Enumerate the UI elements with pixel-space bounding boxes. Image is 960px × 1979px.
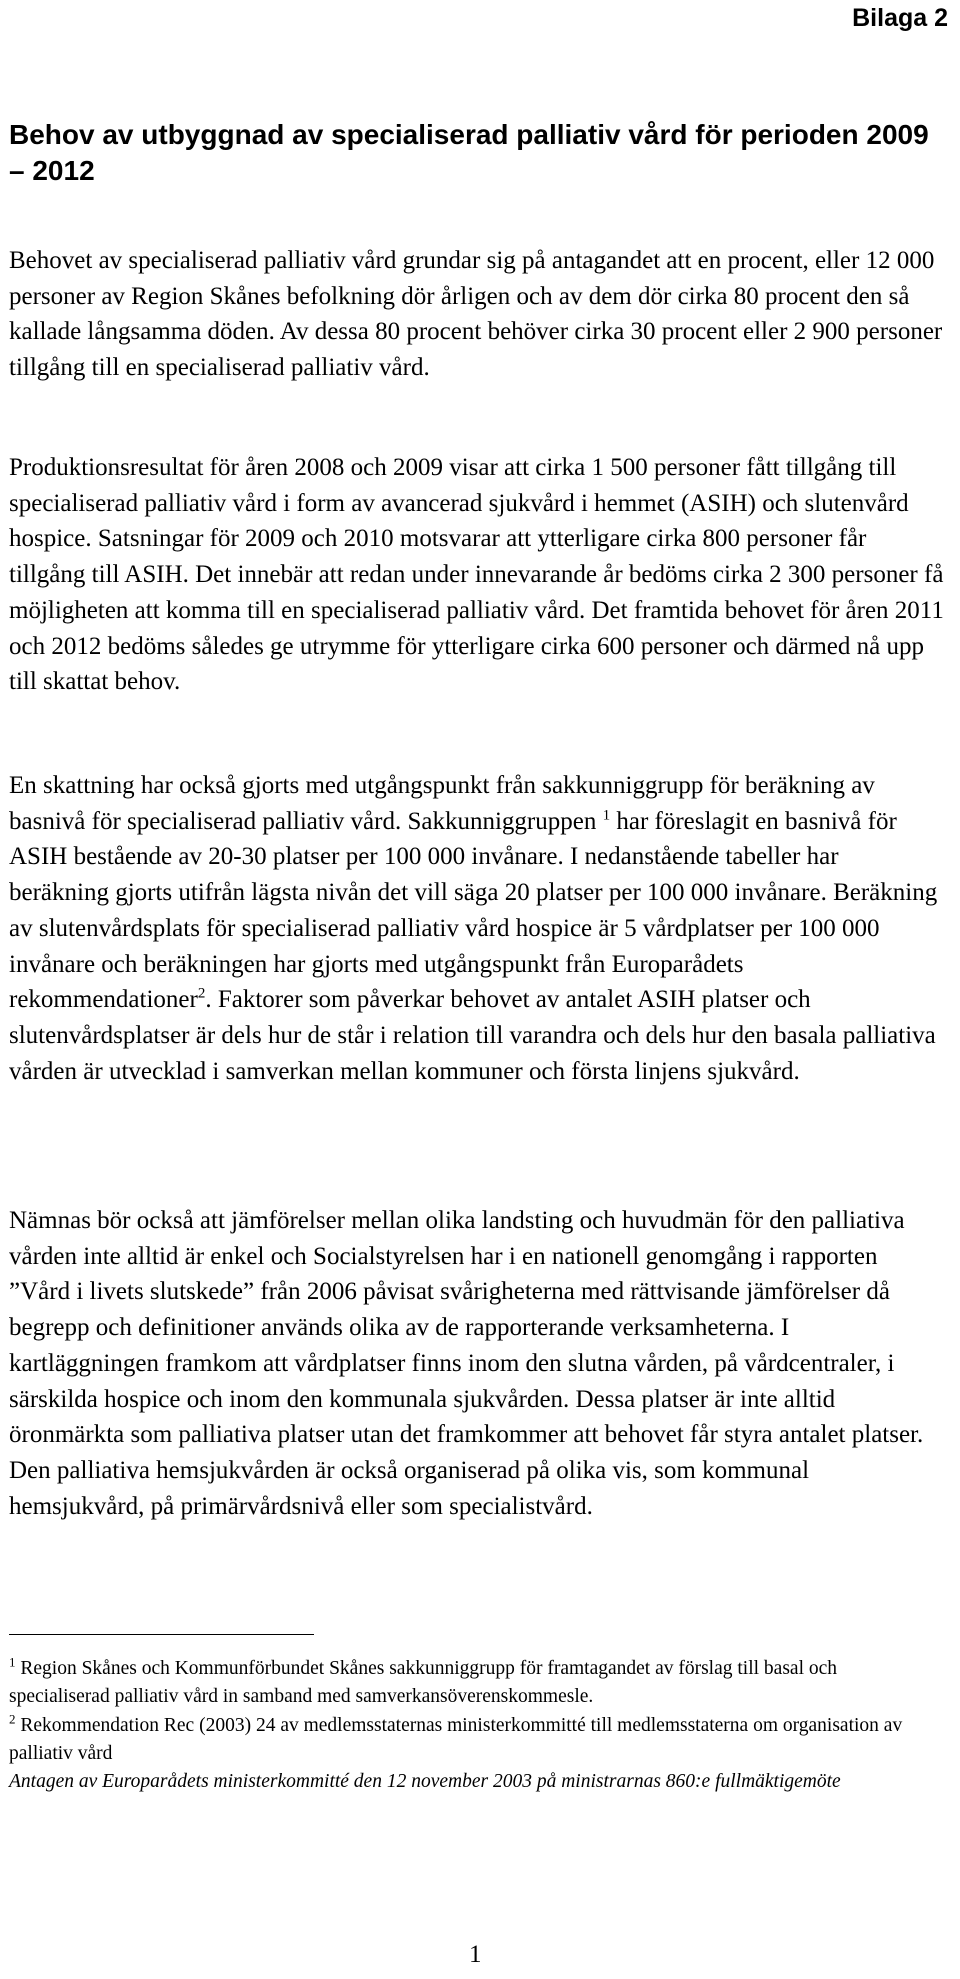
footnote-number: 2 [9, 1711, 16, 1727]
paragraph-need-estimate: Behovet av specialiserad palliativ vård grundar sig på antagandet att en procent, eller 12 000 personer av Region Skånes befolkning dör årligen och av dem dör cirka 80 procent den så kallade långsamma döden. Av dessa 80 procent behöver cirka 30 procent eller 2 900 personer tillgång till en specialiserad palliativ vård. [9, 247, 943, 382]
attachment-label: Bilaga 2 [852, 4, 948, 32]
footnote-number: 1 [9, 1654, 16, 1670]
footnote-2-note: Antagen av Europarådets ministerkommitté den 12 november 2003 på ministrarnas 860:e fullmäktigemöte [9, 1771, 841, 1793]
footnotes [9, 1655, 939, 1796]
paragraph-text: En skattning har också gjorts med utgångspunkt från sakkunniggrupp för beräkning av basnivå för specialiserad palliativ vård. Sakkunniggruppen [9, 772, 875, 835]
footnote-text: Rekommendation Rec (2003) 24 av medlemsstaternas ministerkommitté till medlemsstaterna om organisation av palliativ vård [9, 1714, 903, 1764]
paragraph-production-results: Produktionsresultat för åren 2008 och 2009 visar att cirka 1 500 personer fått tillgång till specialiserad palliativ vård i form av avancerad sjukvård i hemmet (ASIH) och slutenvård hospice. Satsningar för 2009 och 2010 motsvarar att ytterligare cirka 800 personer får tillgång till ASIH. Det innebär att redan under innevarande år bedöms cirka 2 300 personer få möjligheten att komma till en specialiserad palliativ vård. Det framtida behovet för åren 2011 och 2012 bedöms således ge utrymme för ytterligare cirka 600 personer och därmed nå upp till skattat behov. [9, 454, 944, 696]
footnote-ref-2: 2 [197, 985, 206, 1002]
paragraph-text: har föreslagit en basnivå för ASIH bestående av 20-30 platser per 100 000 invånare. I nedanstående tabeller har beräkning gjorts utifrån lägsta nivån det vill säga 20 platser per 100 000 invånare. Beräkning av slutenvårdsplats för specialiserad palliativ vård hospice är 5 vårdplatser per 100 000 invånare och beräkningen har gjorts med utgångspunkt från Europarådets rekommendationer [9, 807, 938, 1014]
page-title: Behov av utbyggnad av specialiserad palliativ vård för perioden 2009 – 2012 [9, 119, 929, 186]
paragraph-text: . Faktorer som påverkar behovet av antalet ASIH platser och slutenvårdsplatser är dels hur de står i relation till varandra och dels hur den basala palliativa vården är utvecklad i samverkan mellan kommuner och första linjens sjukvård. [9, 986, 936, 1085]
footnote-2 [9, 1712, 939, 1769]
footnote-text: Region Skånes och Kommunförbundet Skånes sakkunniggrupp för framtagandet av förslag till basal och specialiserad palliativ vård in samband med samverkansöverenskommesle. [9, 1658, 838, 1708]
page-number: 1 [469, 1941, 482, 1968]
paragraph-comparison-difficulties: Nämnas bör också att jämförelser mellan olika landsting och huvudmän för den palliativa vården inte alltid är enkel och Socialstyrelsen har i en nationell genomgång i rapporten ”Vård i livets slutskede” från 2006 påvisat svårigheterna med rättvisande jämförelser då begrepp och definitioner används olika av de rapporterande verksamheterna. I kartläggningen framkom att vårdplatser finns inom den slutna vården, på vårdcentraler, i särskilda hospice och inom den kommunala sjukvården. Dessa platser är inte alltid öronmärkta som palliativa platser utan det framkommer att behovet får styra antalet platser. Den palliativa hemsjukvården är också organiserad på olika vis, som kommunal hemsjukvård, på primärvårdsnivå eller som specialistvård. [9, 1207, 924, 1520]
footnote-divider [9, 1634, 314, 1635]
footnote-ref-1: 1 [602, 807, 611, 824]
footnote-1 [9, 1655, 939, 1712]
paragraph-basic-level-estimate [9, 768, 944, 1089]
